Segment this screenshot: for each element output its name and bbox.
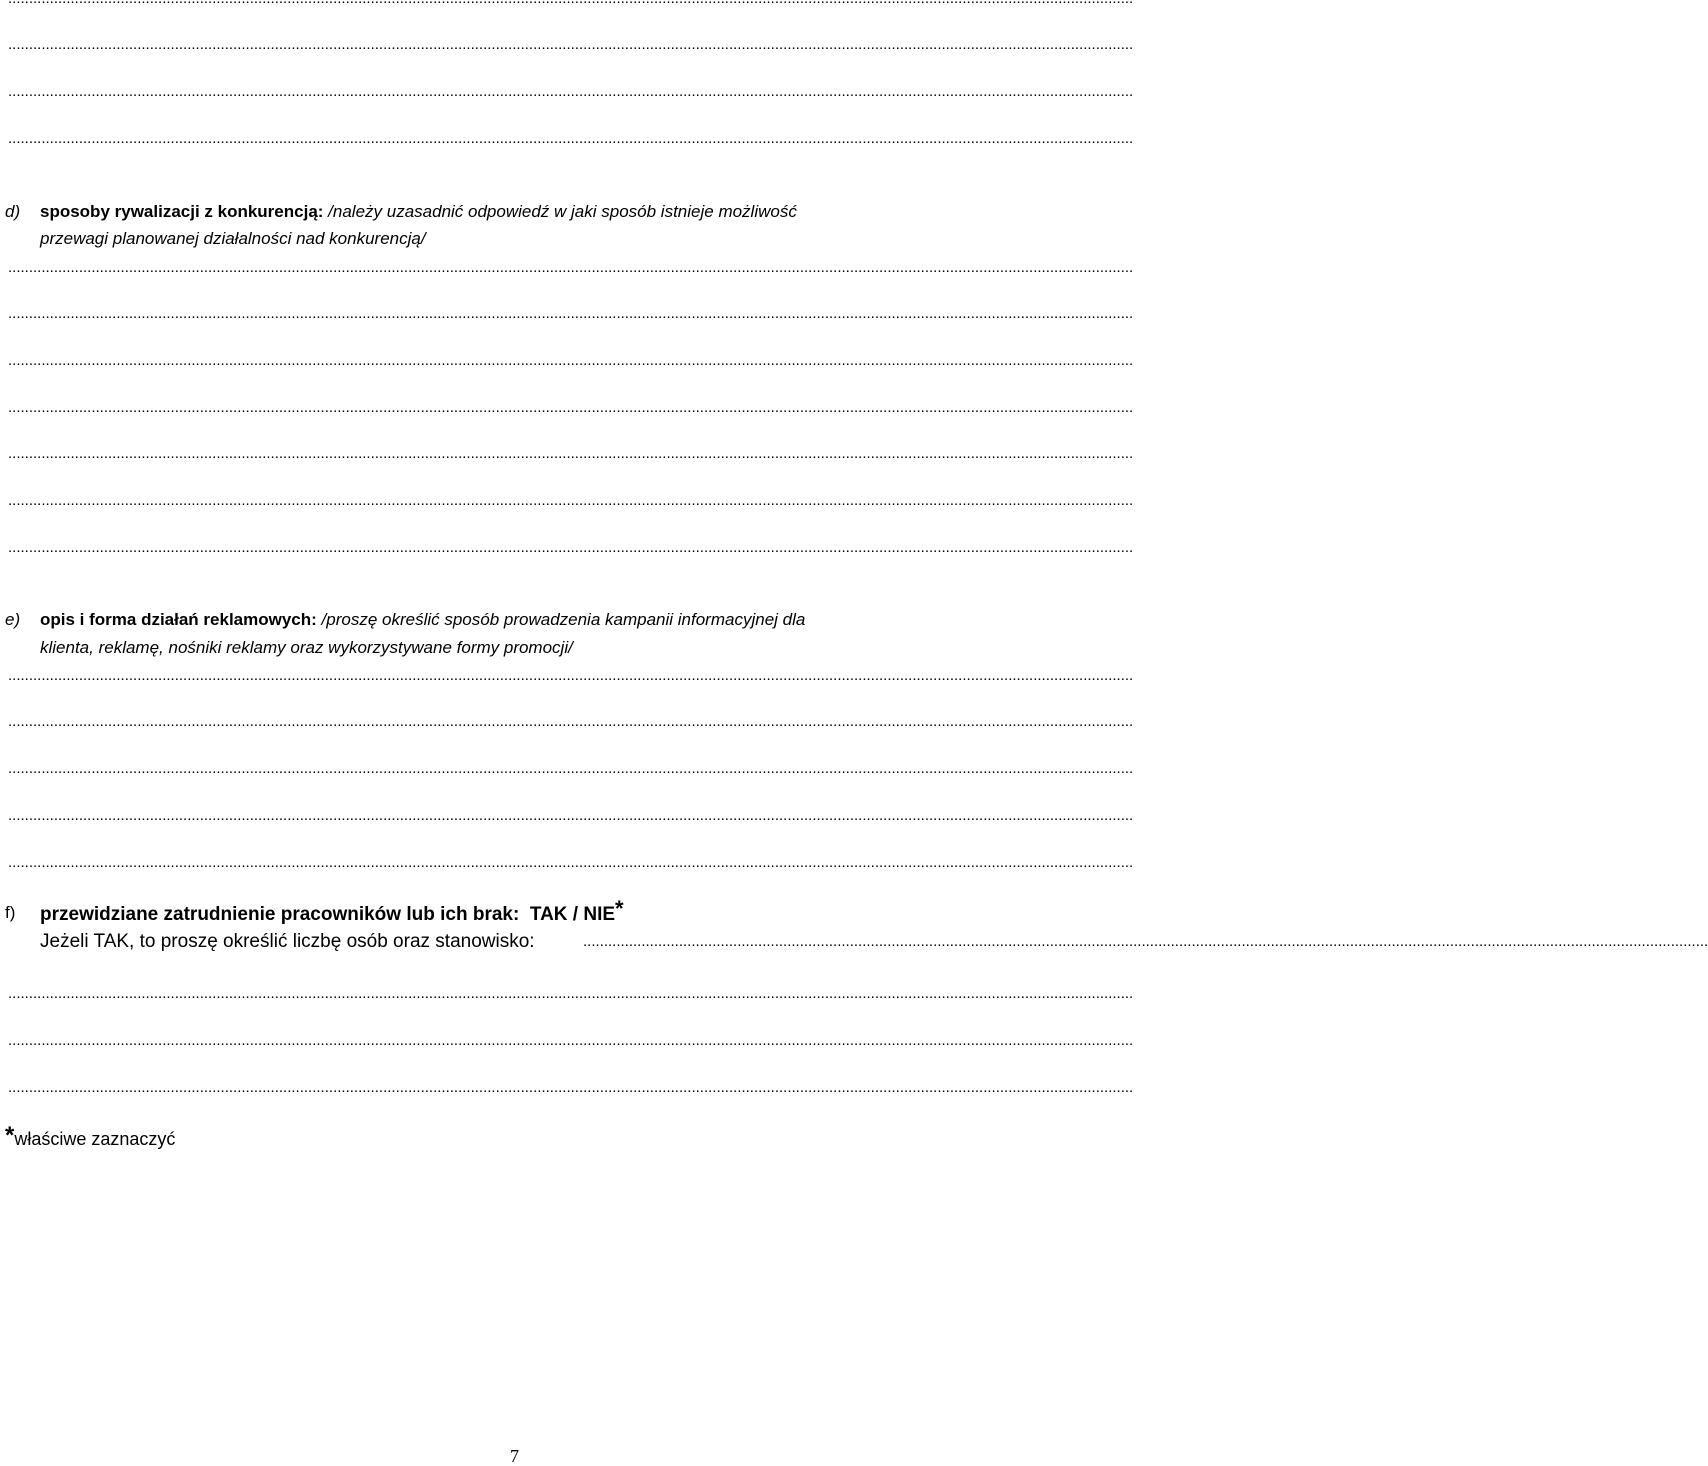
section-d-hint-2: przewagi planowanej działalności nad konkurencją/ bbox=[40, 229, 426, 248]
answer-line[interactable]: .............................................................................................................................................................................................................................................................................. bbox=[8, 83, 1134, 100]
answer-line[interactable]: .............................................................................................................................................................................................................................................................................. bbox=[8, 352, 1134, 369]
answer-line[interactable]: .............................................................................................................................................................................................................................................................................. bbox=[8, 305, 1134, 322]
section-d-title: sposoby rywalizacji z konkurencją: bbox=[40, 202, 324, 221]
section-f-letter: f) bbox=[5, 903, 16, 922]
answer-line[interactable]: .............................................................................................................................................................................................................................................................................. bbox=[8, 399, 1134, 416]
section-f-title: przewidziane zatrudnienie pracowników lub ich brak: bbox=[40, 904, 520, 925]
section-e-heading bbox=[40, 610, 805, 630]
answer-line[interactable]: .............................................................................................................................................................................................................................................................................. bbox=[8, 445, 1134, 462]
answer-line-inline[interactable]: .............................................................................................................................................................................................................................................................................. bbox=[583, 933, 1708, 950]
answer-line[interactable]: .............................................................................................................................................................................................................................................................................. bbox=[8, 713, 1134, 730]
tak-nie-choice[interactable]: TAK / NIE bbox=[529, 904, 616, 925]
answer-line[interactable]: .............................................................................................................................................................................................................................................................................. bbox=[8, 1079, 1134, 1096]
footnote bbox=[5, 1122, 176, 1151]
answer-line[interactable]: .............................................................................................................................................................................................................................................................................. bbox=[8, 130, 1134, 147]
page-number: 7 bbox=[510, 1446, 519, 1466]
footnote-asterisk: * bbox=[5, 1122, 15, 1149]
answer-line[interactable]: .............................................................................................................................................................................................................................................................................. bbox=[8, 492, 1134, 509]
answer-line[interactable]: .............................................................................................................................................................................................................................................................................. bbox=[8, 539, 1134, 556]
section-e-hint-1: /proszę określić sposób prowadzenia kampanii informacyjnej dla bbox=[316, 610, 806, 629]
asterisk-mark: * bbox=[615, 896, 624, 921]
answer-line[interactable]: .............................................................................................................................................................................................................................................................................. bbox=[8, 807, 1134, 824]
answer-line[interactable] bbox=[8, 0, 940, 7]
answer-line[interactable]: .............................................................................................................................................................................................................................................................................. bbox=[8, 985, 1134, 1002]
section-e-title: opis i forma działań reklamowych: bbox=[40, 610, 317, 629]
answer-line[interactable]: .............................................................................................................................................................................................................................................................................. bbox=[8, 760, 1134, 777]
answer-line[interactable]: .............................................................................................................................................................................................................................................................................. bbox=[8, 1032, 1134, 1049]
section-d-letter: d) bbox=[5, 202, 21, 221]
answer-line[interactable]: .............................................................................................................................................................................................................................................................................. bbox=[8, 36, 1134, 53]
section-f-heading bbox=[40, 896, 624, 926]
footnote-text: właściwe zaznaczyć bbox=[14, 1129, 176, 1149]
section-e-hint-2: klienta, reklamę, nośniki reklamy oraz wykorzystywane formy promocji/ bbox=[40, 638, 573, 657]
section-f-followup-row bbox=[40, 931, 535, 953]
section-e-letter: e) bbox=[5, 610, 21, 629]
section-d-hint-1: /należy uzasadnić odpowiedź w jaki sposób istnieje możliwość bbox=[323, 202, 797, 221]
section-d-heading bbox=[40, 202, 797, 222]
answer-line[interactable]: .............................................................................................................................................................................................................................................................................. bbox=[8, 667, 1134, 684]
section-f-followup: Jeżeli TAK, to proszę określić liczbę osób oraz stanowisko: bbox=[40, 931, 535, 952]
answer-line[interactable]: .............................................................................................................................................................................................................................................................................. bbox=[8, 259, 1134, 276]
answer-line[interactable]: .............................................................................................................................................................................................................................................................................. bbox=[8, 854, 1134, 871]
